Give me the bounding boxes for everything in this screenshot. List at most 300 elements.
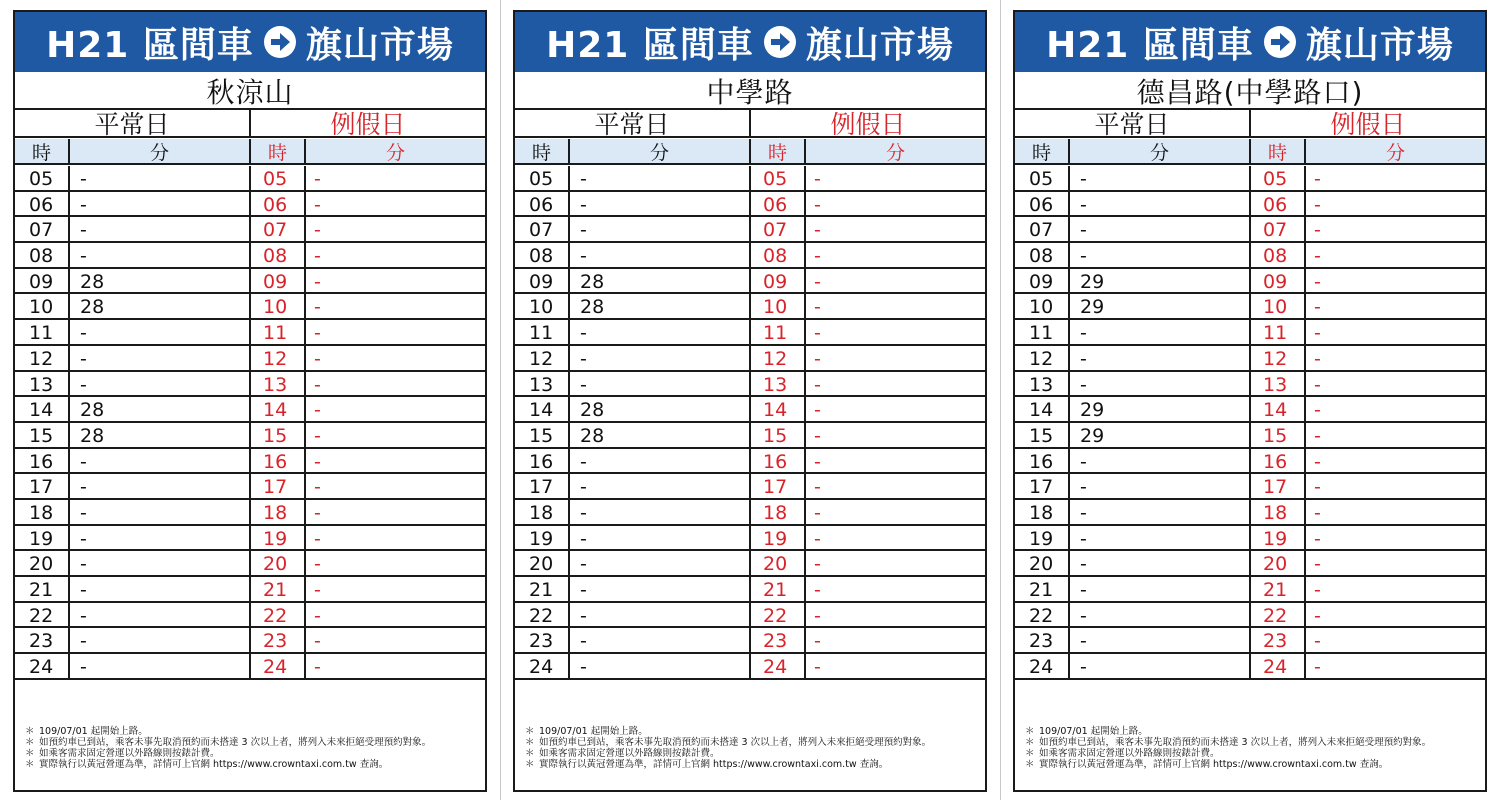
footnote-text: 如預約車已到站，乘客未事先取消預約而未搭達 3 次以上者，將列入未來拒絕受理預約對象。	[39, 737, 432, 748]
weekday-minute: -	[1070, 320, 1251, 346]
holiday-minute: -	[314, 399, 321, 422]
weekday-minute: -	[570, 500, 751, 526]
weekday-hour: 06	[1015, 192, 1070, 218]
holiday-hour: 06	[1251, 192, 1306, 218]
holiday-minute: -	[814, 296, 821, 319]
holiday-minute: -	[1314, 399, 1321, 422]
table-row	[1015, 423, 1485, 449]
holiday-minute: -	[814, 424, 821, 447]
table-row	[15, 654, 485, 680]
weekday-hour: 17	[1015, 474, 1070, 500]
holiday-header: 例假日	[1251, 110, 1485, 138]
weekday-hour: 19	[1015, 526, 1070, 552]
weekday-hour: 23	[15, 628, 70, 654]
holiday-minute: -	[1314, 656, 1321, 679]
table-row	[1015, 449, 1485, 475]
footnote	[25, 737, 481, 748]
holiday-minute: -	[1314, 501, 1321, 524]
holiday-hour: 23	[1251, 628, 1306, 654]
weekday-hour: 06	[15, 192, 70, 218]
holiday-minute: -	[814, 527, 821, 550]
footnote-marker: ＊	[25, 737, 35, 748]
holiday-hour: 17	[751, 474, 806, 500]
table-row	[15, 243, 485, 269]
destination-name: 旗山市場	[805, 24, 954, 66]
footnote	[525, 737, 981, 748]
weekday-hour-header: 時	[15, 139, 70, 165]
footnote-marker: ＊	[525, 737, 535, 748]
weekday-hour: 08	[515, 243, 570, 269]
table-row	[1015, 603, 1485, 629]
holiday-hour: 09	[751, 269, 806, 295]
footnote-marker: ＊	[1025, 759, 1035, 770]
table-row	[1015, 654, 1485, 680]
holiday-minute: -	[314, 450, 321, 473]
weekday-minute: 29	[1070, 397, 1251, 423]
arrow-right-icon	[764, 26, 796, 58]
weekday-hour: 18	[15, 500, 70, 526]
weekday-minute: -	[570, 346, 751, 372]
weekday-header: 平常日	[1015, 110, 1251, 138]
weekday-hour: 12	[1015, 346, 1070, 372]
weekday-minute: -	[570, 603, 751, 629]
table-row	[515, 346, 985, 372]
holiday-hour: 23	[251, 628, 306, 654]
weekday-minute: -	[1070, 551, 1251, 577]
footnote-text: 如預約車已到站，乘客未事先取消預約而未搭達 3 次以上者，將列入未來拒絕受理預約對象。	[539, 737, 932, 748]
holiday-hour: 07	[251, 217, 306, 243]
holiday-header: 例假日	[751, 110, 985, 138]
weekday-hour: 05	[515, 166, 570, 192]
holiday-minute: -	[814, 656, 821, 679]
holiday-hour: 19	[251, 526, 306, 552]
holiday-minute: -	[1314, 476, 1321, 499]
destination-name: 旗山市場	[305, 24, 454, 66]
holiday-hour: 18	[251, 500, 306, 526]
weekday-hour: 10	[15, 294, 70, 320]
weekday-hour: 05	[15, 166, 70, 192]
weekday-minute: -	[70, 654, 251, 680]
weekday-hour: 23	[1015, 628, 1070, 654]
footnote	[25, 748, 481, 759]
table-row	[15, 500, 485, 526]
weekday-hour: 21	[1015, 577, 1070, 603]
weekday-minute-header: 分	[70, 139, 251, 165]
holiday-minute: -	[314, 193, 321, 216]
weekday-hour: 13	[1015, 372, 1070, 398]
table-row	[515, 526, 985, 552]
weekday-hour: 15	[15, 423, 70, 449]
weekday-hour: 18	[1015, 500, 1070, 526]
weekday-hour: 23	[515, 628, 570, 654]
holiday-hour-header: 時	[751, 139, 806, 165]
holiday-minute: -	[814, 193, 821, 216]
table-row	[15, 320, 485, 346]
footnote-marker: ＊	[1025, 726, 1035, 737]
holiday-minute: -	[314, 219, 321, 242]
holiday-hour-header: 時	[251, 139, 306, 165]
footnotes	[525, 726, 981, 770]
footnote-text: 109/07/01 起開始上路。	[39, 726, 148, 737]
holiday-hour: 05	[751, 166, 806, 192]
weekday-hour: 11	[1015, 320, 1070, 346]
table-row	[515, 269, 985, 295]
weekday-minute: 28	[570, 423, 751, 449]
weekday-minute: -	[1070, 346, 1251, 372]
weekday-hour: 11	[515, 320, 570, 346]
holiday-hour: 11	[251, 320, 306, 346]
weekday-hour: 22	[15, 603, 70, 629]
weekday-minute: 28	[70, 294, 251, 320]
schedule-rows	[515, 166, 985, 680]
footnote-text: 如乘客需求固定營運以外路線則按錶計費。	[1039, 748, 1220, 759]
weekday-hour: 14	[515, 397, 570, 423]
holiday-minute: -	[1314, 450, 1321, 473]
weekday-header: 平常日	[515, 110, 751, 138]
footnote-text: 如乘客需求固定營運以外路線則按錶計費。	[39, 748, 220, 759]
table-row	[15, 346, 485, 372]
weekday-hour: 17	[515, 474, 570, 500]
table-row	[1015, 269, 1485, 295]
holiday-minute: -	[1314, 296, 1321, 319]
holiday-hour: 08	[1251, 243, 1306, 269]
weekday-minute: -	[1070, 603, 1251, 629]
holiday-hour: 18	[1251, 500, 1306, 526]
holiday-hour: 15	[1251, 423, 1306, 449]
table-row	[1015, 500, 1485, 526]
table-row	[15, 449, 485, 475]
footnote-text: 實際執行以黃冠營運為準，詳情可上官網 https://www.crowntaxi.com.tw 查詢。	[1039, 759, 1389, 770]
weekday-hour: 09	[515, 269, 570, 295]
weekday-hour: 19	[515, 526, 570, 552]
footnote	[1025, 748, 1481, 759]
holiday-minute: -	[1314, 245, 1321, 268]
holiday-minute: -	[314, 296, 321, 319]
weekday-minute: 28	[570, 294, 751, 320]
weekday-hour: 19	[15, 526, 70, 552]
holiday-hour: 16	[251, 449, 306, 475]
footnote	[525, 759, 981, 770]
weekday-minute: -	[70, 500, 251, 526]
holiday-hour: 13	[1251, 372, 1306, 398]
holiday-minute: -	[1314, 424, 1321, 447]
holiday-minute: -	[1314, 527, 1321, 550]
table-row	[515, 243, 985, 269]
weekday-hour: 06	[515, 192, 570, 218]
holiday-hour: 07	[1251, 217, 1306, 243]
footnote-marker: ＊	[1025, 748, 1035, 759]
footnote-text: 如乘客需求固定營運以外路線則按錶計費。	[539, 748, 720, 759]
holiday-minute: -	[814, 630, 821, 653]
holiday-hour: 13	[751, 372, 806, 398]
holiday-minute: -	[814, 245, 821, 268]
weekday-minute: -	[570, 192, 751, 218]
table-row	[515, 423, 985, 449]
holiday-hour: 21	[1251, 577, 1306, 603]
table-row	[1015, 372, 1485, 398]
weekday-hour: 22	[515, 603, 570, 629]
weekday-hour: 18	[515, 500, 570, 526]
schedule-rows	[15, 166, 485, 680]
holiday-hour: 24	[1251, 654, 1306, 680]
weekday-hour: 24	[515, 654, 570, 680]
table-row	[1015, 346, 1485, 372]
holiday-minute: -	[814, 168, 821, 190]
table-row	[515, 320, 985, 346]
timetable-panel	[513, 10, 987, 792]
weekday-minute: -	[1070, 372, 1251, 398]
holiday-minute: -	[814, 604, 821, 627]
weekday-minute: -	[570, 474, 751, 500]
weekday-minute: -	[570, 166, 751, 192]
table-row	[515, 449, 985, 475]
holiday-minute: -	[1314, 604, 1321, 627]
table-row	[1015, 551, 1485, 577]
weekday-minute: 28	[70, 423, 251, 449]
holiday-minute: -	[1314, 219, 1321, 242]
weekday-minute-header: 分	[1070, 139, 1251, 165]
weekday-hour: 24	[1015, 654, 1070, 680]
footnote	[1025, 726, 1481, 737]
panel-separator	[1000, 0, 1001, 800]
weekday-hour: 20	[1015, 551, 1070, 577]
weekday-hour: 10	[515, 294, 570, 320]
holiday-hour: 17	[251, 474, 306, 500]
weekday-minute: -	[570, 217, 751, 243]
table-row	[15, 577, 485, 603]
holiday-minute: -	[814, 270, 821, 293]
weekday-hour: 20	[515, 551, 570, 577]
holiday-minute-header: 分	[306, 139, 485, 165]
holiday-minute: -	[814, 579, 821, 601]
route-name: H21 區間車	[46, 24, 254, 66]
weekday-hour: 11	[15, 320, 70, 346]
weekday-minute: 28	[70, 397, 251, 423]
stop-name: 中學路	[515, 74, 985, 110]
weekday-minute-header: 分	[570, 139, 751, 165]
footnote	[25, 759, 481, 770]
footnote-text: 實際執行以黃冠營運為準，詳情可上官網 https://www.crowntaxi.com.tw 查詢。	[39, 759, 389, 770]
weekday-minute: -	[70, 217, 251, 243]
weekday-hour: 07	[15, 217, 70, 243]
footnote	[525, 748, 981, 759]
holiday-hour: 10	[251, 294, 306, 320]
weekday-hour: 12	[515, 346, 570, 372]
weekday-minute: -	[1070, 500, 1251, 526]
holiday-minute: -	[1314, 373, 1321, 396]
footnote	[1025, 759, 1481, 770]
weekday-minute: -	[70, 526, 251, 552]
weekday-minute: -	[1070, 166, 1251, 192]
weekday-minute: -	[70, 603, 251, 629]
holiday-minute: -	[814, 501, 821, 524]
holiday-hour: 17	[1251, 474, 1306, 500]
weekday-hour: 16	[15, 449, 70, 475]
holiday-minute-header: 分	[806, 139, 985, 165]
holiday-hour: 05	[251, 166, 306, 192]
footnotes	[25, 726, 481, 770]
holiday-hour: 12	[1251, 346, 1306, 372]
weekday-minute: -	[1070, 192, 1251, 218]
weekday-minute: -	[1070, 526, 1251, 552]
table-row	[515, 166, 985, 192]
holiday-minute: -	[314, 527, 321, 550]
weekday-header: 平常日	[15, 110, 251, 138]
holiday-hour: 22	[251, 603, 306, 629]
weekday-hour: 21	[515, 577, 570, 603]
holiday-hour: 08	[251, 243, 306, 269]
holiday-minute: -	[814, 399, 821, 422]
holiday-hour: 06	[751, 192, 806, 218]
table-row	[1015, 474, 1485, 500]
weekday-minute: -	[570, 449, 751, 475]
table-row	[15, 603, 485, 629]
weekday-minute: -	[570, 654, 751, 680]
weekday-minute: 29	[1070, 423, 1251, 449]
weekday-minute: -	[70, 320, 251, 346]
schedule-rows	[1015, 166, 1485, 680]
holiday-hour: 24	[751, 654, 806, 680]
holiday-hour: 09	[251, 269, 306, 295]
holiday-hour: 08	[751, 243, 806, 269]
table-row	[15, 397, 485, 423]
table-row	[1015, 166, 1485, 192]
weekday-minute: 28	[570, 269, 751, 295]
footnote	[1025, 737, 1481, 748]
table-row	[515, 397, 985, 423]
holiday-minute: -	[314, 630, 321, 653]
holiday-hour: 07	[751, 217, 806, 243]
weekday-minute: -	[70, 372, 251, 398]
weekday-minute: -	[570, 526, 751, 552]
holiday-hour: 22	[1251, 603, 1306, 629]
arrow-right-icon	[264, 26, 296, 58]
weekday-minute: -	[70, 628, 251, 654]
weekday-hour: 13	[515, 372, 570, 398]
holiday-minute: -	[314, 373, 321, 396]
holiday-hour: 12	[751, 346, 806, 372]
holiday-minute: -	[1314, 270, 1321, 293]
table-row	[15, 423, 485, 449]
destination-name: 旗山市場	[1305, 24, 1454, 66]
weekday-minute: -	[570, 320, 751, 346]
holiday-hour: 21	[251, 577, 306, 603]
holiday-minute: -	[814, 373, 821, 396]
holiday-minute: -	[314, 245, 321, 268]
weekday-minute: -	[1070, 243, 1251, 269]
holiday-minute: -	[314, 322, 321, 345]
route-name: H21 區間車	[546, 24, 754, 66]
footnote-marker: ＊	[1025, 737, 1035, 748]
footnote-marker: ＊	[525, 726, 535, 737]
footnote-marker: ＊	[25, 726, 35, 737]
table-row	[1015, 397, 1485, 423]
holiday-minute: -	[1314, 553, 1321, 576]
table-row	[15, 269, 485, 295]
holiday-minute: -	[814, 450, 821, 473]
holiday-hour: 16	[1251, 449, 1306, 475]
route-banner	[515, 12, 985, 72]
holiday-hour: 19	[751, 526, 806, 552]
weekday-hour: 09	[15, 269, 70, 295]
weekday-hour: 21	[15, 577, 70, 603]
footnote-marker: ＊	[25, 759, 35, 770]
weekday-minute: -	[1070, 628, 1251, 654]
table-row	[15, 628, 485, 654]
holiday-hour: 13	[251, 372, 306, 398]
weekday-hour: 07	[1015, 217, 1070, 243]
weekday-minute: -	[70, 192, 251, 218]
table-row	[15, 166, 485, 192]
weekday-minute: 28	[570, 397, 751, 423]
holiday-hour: 14	[751, 397, 806, 423]
weekday-hour: 13	[15, 372, 70, 398]
holiday-hour: 23	[751, 628, 806, 654]
holiday-minute: -	[314, 476, 321, 499]
weekday-hour: 14	[1015, 397, 1070, 423]
holiday-hour: 20	[751, 551, 806, 577]
table-row	[515, 474, 985, 500]
weekday-hour: 15	[1015, 423, 1070, 449]
weekday-minute: -	[70, 346, 251, 372]
weekday-minute: -	[570, 372, 751, 398]
footnotes	[1025, 726, 1481, 770]
holiday-hour: 11	[751, 320, 806, 346]
holiday-hour: 18	[751, 500, 806, 526]
table-row	[15, 372, 485, 398]
table-row	[1015, 192, 1485, 218]
weekday-minute: -	[1070, 449, 1251, 475]
weekday-hour: 08	[15, 243, 70, 269]
holiday-hour: 20	[251, 551, 306, 577]
table-row	[15, 526, 485, 552]
weekday-hour: 16	[1015, 449, 1070, 475]
weekday-minute: -	[570, 243, 751, 269]
table-row	[15, 294, 485, 320]
table-row	[515, 577, 985, 603]
holiday-hour: 11	[1251, 320, 1306, 346]
weekday-minute: -	[70, 243, 251, 269]
holiday-minute: -	[814, 347, 821, 370]
holiday-hour: 19	[1251, 526, 1306, 552]
footnote-text: 實際執行以黃冠營運為準，詳情可上官網 https://www.crowntaxi.com.tw 查詢。	[539, 759, 889, 770]
weekday-hour: 24	[15, 654, 70, 680]
route-name: H21 區間車	[1046, 24, 1254, 66]
holiday-minute: -	[1314, 168, 1321, 190]
footnote-text: 109/07/01 起開始上路。	[539, 726, 648, 737]
table-row	[1015, 294, 1485, 320]
footnote-marker: ＊	[25, 748, 35, 759]
footnote-text: 109/07/01 起開始上路。	[1039, 726, 1148, 737]
holiday-minute: -	[314, 553, 321, 576]
weekday-minute: -	[70, 449, 251, 475]
holiday-header: 例假日	[251, 110, 485, 138]
table-row	[15, 551, 485, 577]
holiday-minute: -	[314, 168, 321, 190]
holiday-hour: 10	[751, 294, 806, 320]
holiday-hour: 21	[751, 577, 806, 603]
holiday-minute: -	[1314, 322, 1321, 345]
holiday-hour: 12	[251, 346, 306, 372]
weekday-hour: 09	[1015, 269, 1070, 295]
holiday-minute-header: 分	[1306, 139, 1485, 165]
holiday-hour: 05	[1251, 166, 1306, 192]
table-row	[515, 372, 985, 398]
table-row	[515, 628, 985, 654]
holiday-minute: -	[1314, 579, 1321, 601]
weekday-minute: -	[570, 628, 751, 654]
holiday-hour: 14	[251, 397, 306, 423]
